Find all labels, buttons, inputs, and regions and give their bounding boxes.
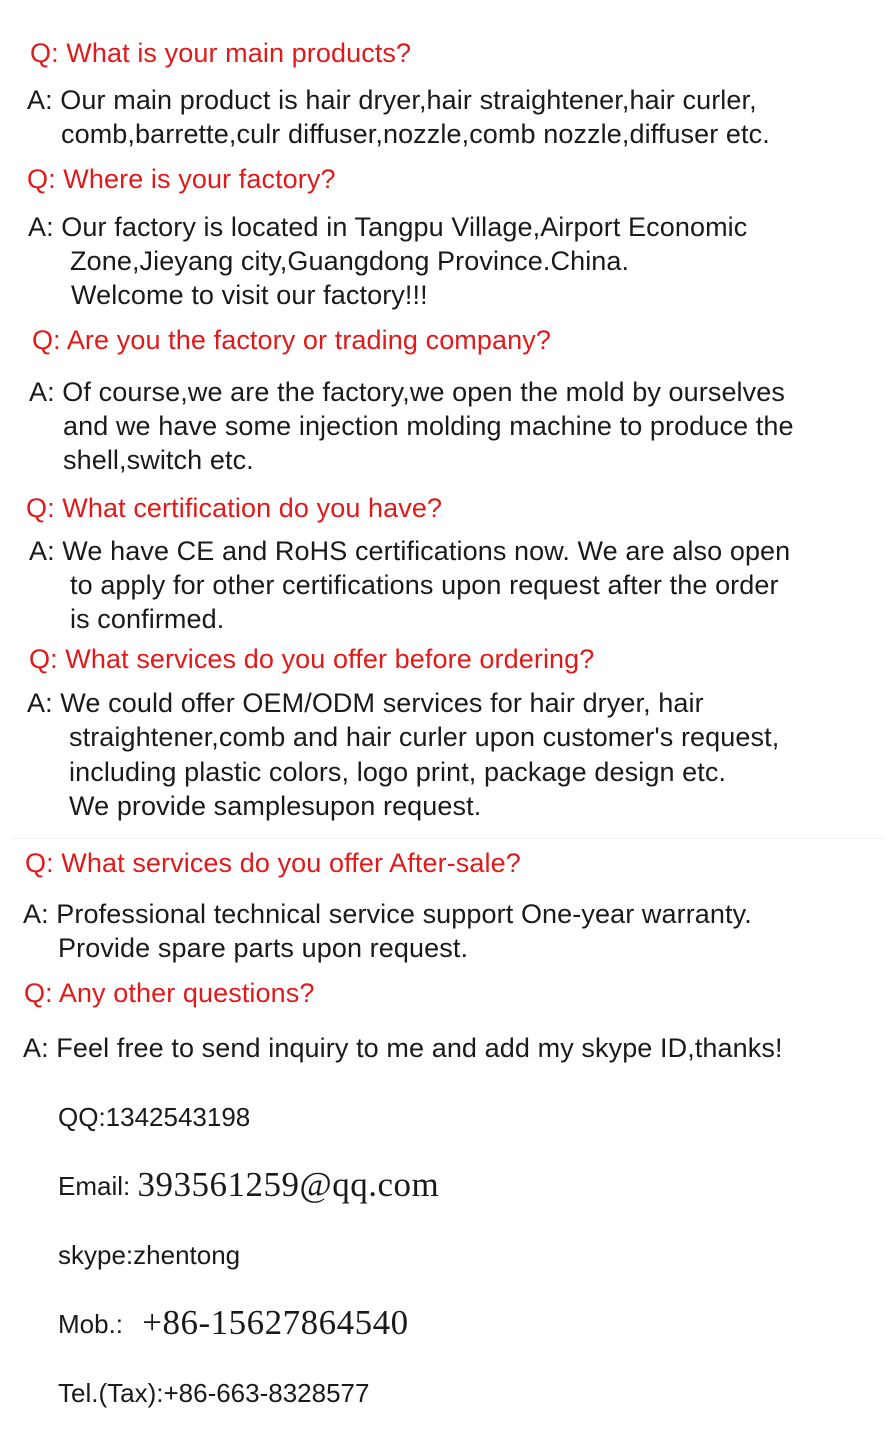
- faq-question-other: Q: Any other questions?: [24, 978, 315, 1008]
- contact-email-label: Email:: [58, 1171, 131, 1201]
- faq-answer-line: straightener,comb and hair curler upon customer's request,: [69, 722, 780, 752]
- faq-question-factory-or-trading: Q: Are you the factory or trading company?: [32, 325, 551, 355]
- faq-question-certification: Q: What certification do you have?: [26, 493, 443, 523]
- faq-answer-line: A: Feel free to send inquiry to me and add my skype ID,thanks!: [23, 1033, 783, 1063]
- faq-answer-line: to apply for other certifications upon request after the order: [70, 570, 779, 600]
- faq-answer-line: A: Of course,we are the factory,we open the mold by ourselves: [29, 377, 785, 407]
- faq-answer-line: A: We could offer OEM/ODM services for hair dryer, hair: [27, 688, 704, 718]
- faq-answer-line: Provide spare parts upon request.: [58, 933, 469, 963]
- contact-mobile: [58, 1303, 409, 1342]
- faq-answer-line: Welcome to visit our factory!!!: [71, 280, 428, 310]
- faq-question-services-before: Q: What services do you offer before ordering?: [29, 644, 595, 674]
- faq-answer-line: is confirmed.: [70, 604, 225, 634]
- contact-tel: Tel.(Tax):+86-663-8328577: [58, 1378, 370, 1408]
- contact-mobile-value: +86-15627864540: [142, 1303, 409, 1342]
- faq-answer-line: A: We have CE and RoHS certifications now. We are also open: [29, 536, 791, 566]
- faq-answer-line: A: Our factory is located in Tangpu Village,Airport Economic: [28, 212, 748, 242]
- faq-answer-line: including plastic colors, logo print, package design etc.: [69, 757, 727, 787]
- faq-question-products: Q: What is your main products?: [30, 38, 412, 68]
- faq-answer-line: and we have some injection molding machine to produce the: [63, 411, 794, 441]
- faq-question-factory-location: Q: Where is your factory?: [27, 164, 336, 194]
- faq-answer-line: shell,switch etc.: [63, 445, 254, 475]
- faq-answer-line: comb,barrette,culr diffuser,nozzle,comb nozzle,diffuser etc.: [61, 119, 770, 149]
- section-divider: [12, 838, 884, 839]
- faq-answer-line: We provide samplesupon request.: [69, 791, 482, 821]
- faq-question-after-sale: Q: What services do you offer After-sale?: [25, 848, 521, 878]
- faq-answer-line: A: Professional technical service support One-year warranty.: [23, 899, 752, 929]
- faq-answer-line: A: Our main product is hair dryer,hair straightener,hair curler,: [27, 85, 757, 115]
- contact-skype: skype:zhentong: [58, 1240, 241, 1270]
- contact-email: [58, 1165, 440, 1204]
- faq-answer-line: Zone,Jieyang city,Guangdong Province.China.: [70, 246, 630, 276]
- contact-qq: QQ:1342543198: [58, 1102, 251, 1132]
- contact-mobile-label: Mob.:: [58, 1309, 124, 1339]
- contact-email-value: 393561259@qq.com: [137, 1165, 440, 1204]
